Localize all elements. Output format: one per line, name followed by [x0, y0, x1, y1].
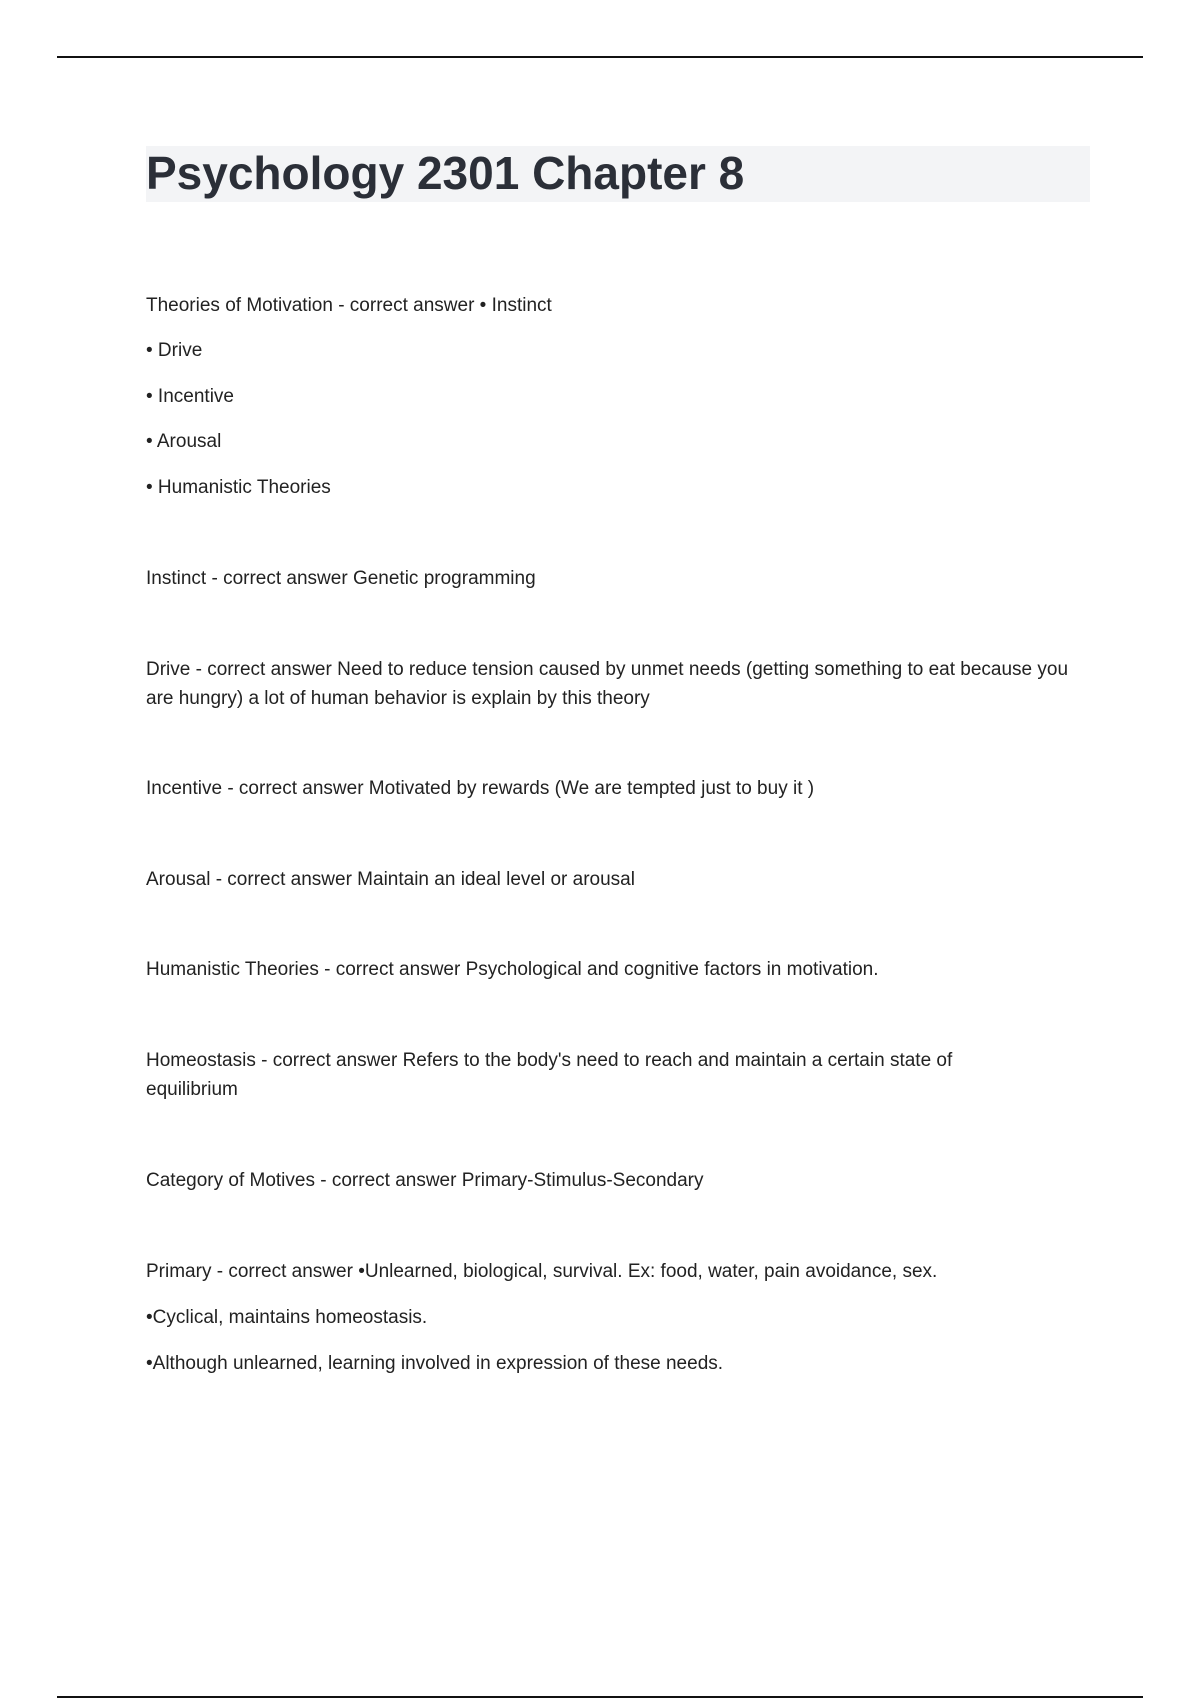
- top-rule: [57, 56, 1143, 58]
- entry-theories-of-motivation: Theories of Motivation - correct answer • Instinct: [146, 295, 552, 316]
- bullet-cyclical: •Cyclical, maintains homeostasis.: [146, 1307, 428, 1328]
- entry-incentive: Incentive - correct answer Motivated by rewards (We are tempted just to buy it ): [146, 778, 815, 799]
- entry-primary: Primary - correct answer •Unlearned, biological, survival. Ex: food, water, pain avoidance, sex.: [146, 1261, 938, 1282]
- bullet-humanistic-theories: • Humanistic Theories: [146, 477, 331, 498]
- bullet-although-unlearned: •Although unlearned, learning involved in expression of these needs.: [146, 1353, 724, 1374]
- bullet-arousal: • Arousal: [146, 431, 222, 452]
- entry-humanistic-theories: Humanistic Theories - correct answer Psychological and cognitive factors in motivation.: [146, 959, 879, 980]
- bullet-drive: • Drive: [146, 340, 203, 361]
- bottom-rule: [57, 1696, 1143, 1698]
- page-title: Psychology 2301 Chapter 8: [146, 147, 745, 199]
- entry-drive: Drive - correct answer Need to reduce tension caused by unmet needs (getting something to eat because you are hungry) a lot of human behavior is explain by this theory: [146, 659, 1069, 709]
- entry-homeostasis: Homeostasis - correct answer Refers to the body's need to reach and maintain a certain state of equilibrium: [146, 1050, 953, 1100]
- entry-category-of-motives: Category of Motives - correct answer Primary-Stimulus-Secondary: [146, 1170, 704, 1191]
- entry-instinct: Instinct - correct answer Genetic programming: [146, 568, 536, 589]
- bullet-incentive: • Incentive: [146, 386, 234, 407]
- entry-arousal: Arousal - correct answer Maintain an ideal level or arousal: [146, 869, 635, 890]
